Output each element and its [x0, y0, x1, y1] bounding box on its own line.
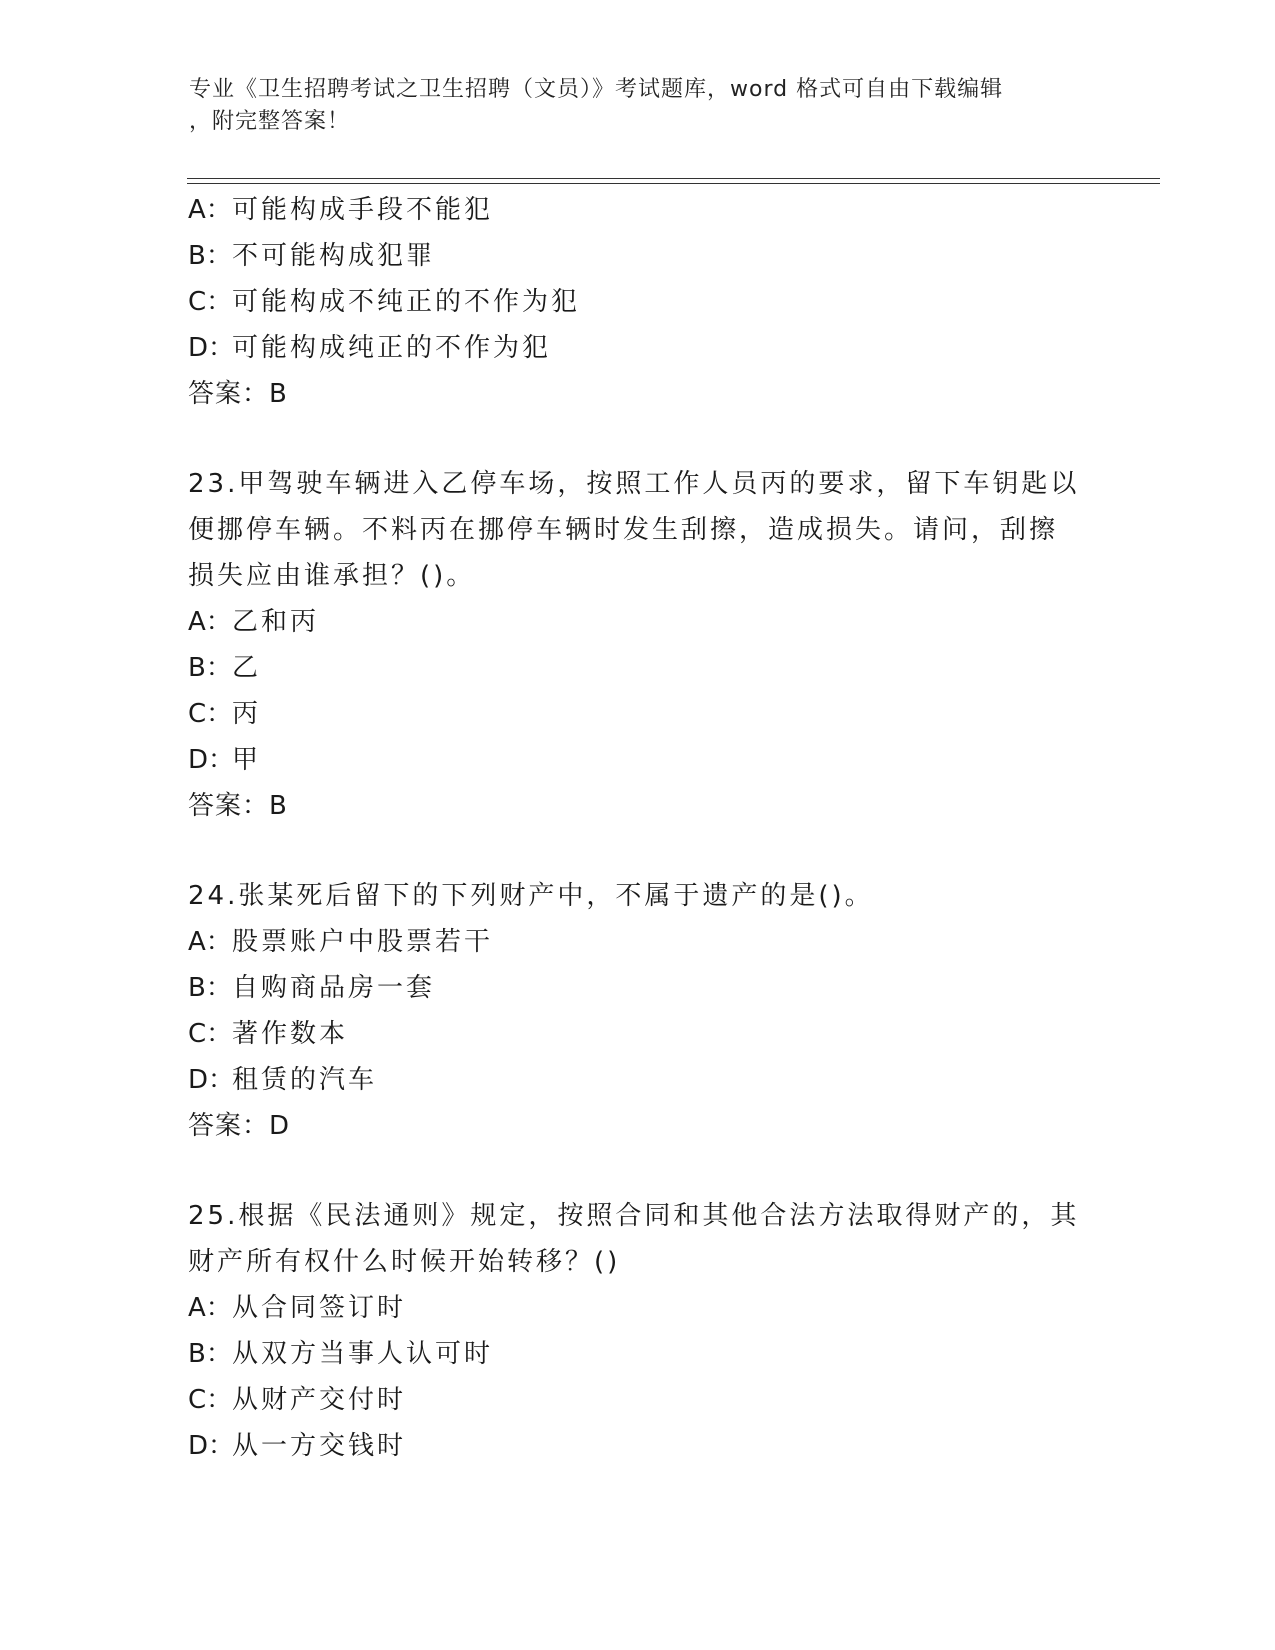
option-label: D：	[188, 745, 235, 775]
question-text-line: 损失应由谁承担？()。	[188, 561, 476, 591]
option-a	[188, 187, 1088, 233]
header-line-2: ，附完整答案！	[189, 109, 351, 134]
option-label: B：	[188, 1339, 232, 1369]
option-text: 从合同签订时	[232, 1293, 407, 1323]
option-label: D：	[188, 1065, 235, 1095]
option-text: 甲	[232, 745, 262, 775]
option-label: B：	[188, 241, 232, 271]
question-text-line: 25.根据《民法通则》规定，按照合同和其他合法方法取得财产的，其	[188, 1201, 1080, 1231]
option-text: 从财产交付时	[232, 1385, 407, 1415]
answer-line: 答案：B	[188, 379, 288, 409]
option-text: 股票账户中股票若干	[232, 927, 494, 957]
option-label: D：	[188, 1431, 235, 1461]
option-a	[188, 1285, 1088, 1331]
option-text: 从双方当事人认可时	[232, 1339, 494, 1369]
option-label: A：	[188, 1293, 232, 1323]
option-d	[188, 737, 1088, 783]
header-line-1: 专业《卫生招聘考试之卫生招聘（文员）》考试题库，word 格式可自由下载编辑	[189, 77, 1004, 102]
option-c	[188, 1011, 1088, 1057]
question-block-24	[188, 873, 1088, 1149]
option-label: C：	[188, 1385, 233, 1415]
option-c	[188, 279, 1088, 325]
question-text-line: 财产所有权什么时候开始转移？()	[188, 1247, 621, 1277]
option-text: 可能构成手段不能犯	[232, 195, 494, 225]
option-text: 不可能构成犯罪	[232, 241, 436, 271]
option-d	[188, 325, 1088, 371]
header-divider-top	[187, 178, 1160, 179]
header-divider-bottom	[187, 183, 1160, 184]
question-block-25	[188, 1193, 1088, 1469]
question-block-23	[188, 461, 1088, 829]
question-text-line: 便挪停车辆。不料丙在挪停车辆时发生刮擦，造成损失。请问，刮擦	[188, 515, 1059, 545]
option-text: 自购商品房一套	[232, 973, 436, 1003]
option-text: 从一方交钱时	[232, 1431, 407, 1461]
option-text: 可能构成不纯正的不作为犯	[232, 287, 581, 317]
option-b	[188, 1331, 1088, 1377]
option-text: 乙和丙	[232, 607, 320, 637]
option-b	[188, 965, 1088, 1011]
option-text: 丙	[232, 699, 262, 729]
option-d	[188, 1057, 1088, 1103]
option-c	[188, 691, 1088, 737]
option-label: A：	[188, 195, 232, 225]
option-label: C：	[188, 1019, 233, 1049]
option-c	[188, 1377, 1088, 1423]
option-label: C：	[188, 699, 233, 729]
option-label: D：	[188, 333, 235, 363]
option-label: C：	[188, 287, 233, 317]
option-text: 租赁的汽车	[232, 1065, 378, 1095]
option-text: 著作数本	[232, 1019, 349, 1049]
option-b	[188, 233, 1088, 279]
option-a	[188, 919, 1088, 965]
option-b	[188, 645, 1088, 691]
document-body	[188, 187, 1088, 1469]
answer-line: 答案：B	[188, 791, 288, 821]
document-header	[189, 74, 1069, 138]
option-text: 可能构成纯正的不作为犯	[232, 333, 552, 363]
option-d	[188, 1423, 1088, 1469]
question-text-line: 23.甲驾驶车辆进入乙停车场，按照工作人员丙的要求，留下车钥匙以	[188, 469, 1080, 499]
option-label: A：	[188, 607, 232, 637]
option-text: 乙	[232, 653, 262, 683]
option-a	[188, 599, 1088, 645]
option-label: A：	[188, 927, 232, 957]
answer-line: 答案：D	[188, 1111, 291, 1141]
option-label: B：	[188, 653, 232, 683]
question-block-22	[188, 187, 1088, 417]
question-text-line: 24.张某死后留下的下列财产中，不属于遗产的是()。	[188, 881, 874, 911]
option-label: B：	[188, 973, 232, 1003]
